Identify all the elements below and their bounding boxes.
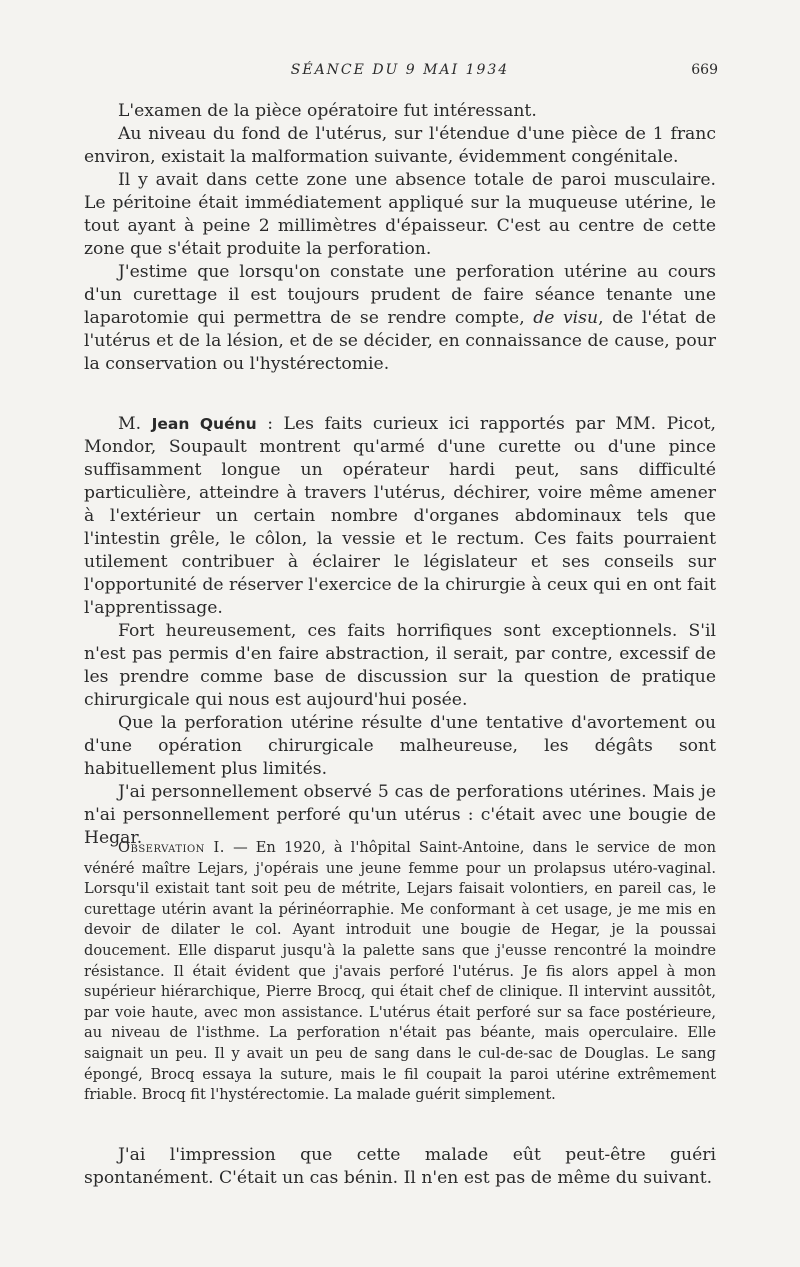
observation-block	[84, 838, 716, 1106]
speaker-name: Jean Quénu	[151, 415, 257, 433]
paragraph: Il y avait dans cette zone une absence totale de paroi musculaire. Le péritoine était immédiatement appliqué sur la muqueuse utérine, le tout ayant à peine 2 millimètres d'épaisseur. C'est au centre de cette zone que s'était produite la perforation.	[84, 170, 716, 259]
paragraph	[84, 838, 716, 1106]
paragraph: Au niveau du fond de l'utérus, sur l'étendue d'une pièce de 1 franc environ, existait la malformation suivante, évidemment congénitale.	[84, 124, 716, 167]
paragraph	[84, 261, 716, 376]
observation-label: Observation I.	[118, 839, 225, 856]
paragraph: J'ai personnellement observé 5 cas de perforations utérines. Mais je n'ai personnellement perforé qu'un utérus : c'était avec une bougie de Hegar.	[84, 782, 716, 848]
paragraph: Que la perforation utérine résulte d'une tentative d'avortement ou d'une opération chirurgicale malheureuse, les dégâts sont habituellement plus limités.	[84, 713, 716, 779]
text-run: J'estime que lorsqu'on constate une perforation utérine au cours d'un curettage il est toujours prudent de faire séance tenante une laparotomie qui permettra de se rendre compte,	[84, 262, 716, 328]
running-title: SÉANCE DU 9 MAI 1934	[290, 62, 510, 78]
page-header	[0, 60, 800, 84]
text-run: — En 1920, à l'hôpital Saint-Antoine, dans le service de mon vénéré maître Lejars, j'opérais une jeune femme pour un prolapsus utéro-vaginal. Lorsqu'il existait tant soit peu de métrite, Lejars faisait volontiers, en pareil cas, le curettage utérin avant la périnéorraphie. Me conformant à cet usage, je me mis en devoir de dilater le col. Ayant introduit une bougie de Hegar, je la poussai doucement. Elle disparut jusqu'à la palette sans que j'eusse rencontré la moindre résistance. Il était évident que j'avais perforé l'utérus. Je fis alors appel à mon supérieur hiérarchique, Pierre Brocq, qui était chef de clinique. Il intervint aussitôt, par voie haute, avec mon assistance. L'utérus était perforé sur sa face postérieure, au niveau de l'isthme. La perforation n'était pas béante, mais operculaire. Elle saignait un peu. Il y avait un peu de sang dans le cul-de-sac de Douglas. Le sang épongé, Brocq essaya la suture, mais le fil coupait la paroi utérine extrêmement friable. Brocq fit l'hystérectomie. La malade guérit simplement.	[84, 839, 717, 1104]
text-block-1	[84, 100, 716, 376]
paragraph: L'examen de la pièce opératoire fut intéressant.	[118, 101, 537, 121]
text-run: : Les faits curieux ici rapportés par MM. Picot, Mondor, Soupault montrent qu'armé d'une curette ou d'une pince suffisamment longue un opérateur hardi peut, sans difficulté particulière, atteindre à travers l'utérus, déchirer, voire même amener à l'extérieur un certain nombre d'organes abdominaux tels que l'intestin grêle, le côlon, la vessie et le rectum. Ces faits pourraient utilement contribuer à éclairer le législateur et ses conseils sur l'opportunité de réserver l'exercice de la chirurgie à ceux qui en ont fait l'apprentissage.	[84, 414, 716, 618]
text-run: , de l'état de l'utérus et de la lésion, et de se décider, en connaissance de cause, pour la conservation ou l'hystérectomie.	[84, 308, 717, 374]
text-block-3	[84, 1144, 716, 1190]
paragraph: J'ai l'impression que cette malade eût peut-être guéri spontanément. C'était un cas bénin. Il n'en est pas de même du suivant.	[84, 1145, 716, 1188]
paragraph: Fort heureusement, ces faits horrifiques sont exceptionnels. S'il n'est pas permis d'en faire abstraction, il serait, par contre, excessif de les prendre comme base de discussion sur la question de pratique chirurgicale qui nous est aujourd'hui posée.	[84, 621, 716, 710]
page-number: 669	[691, 62, 718, 78]
speaker-prefix: M.	[118, 414, 152, 434]
paragraph	[84, 413, 716, 620]
italic-phrase: de visu	[533, 308, 599, 328]
text-block-2	[84, 413, 716, 850]
